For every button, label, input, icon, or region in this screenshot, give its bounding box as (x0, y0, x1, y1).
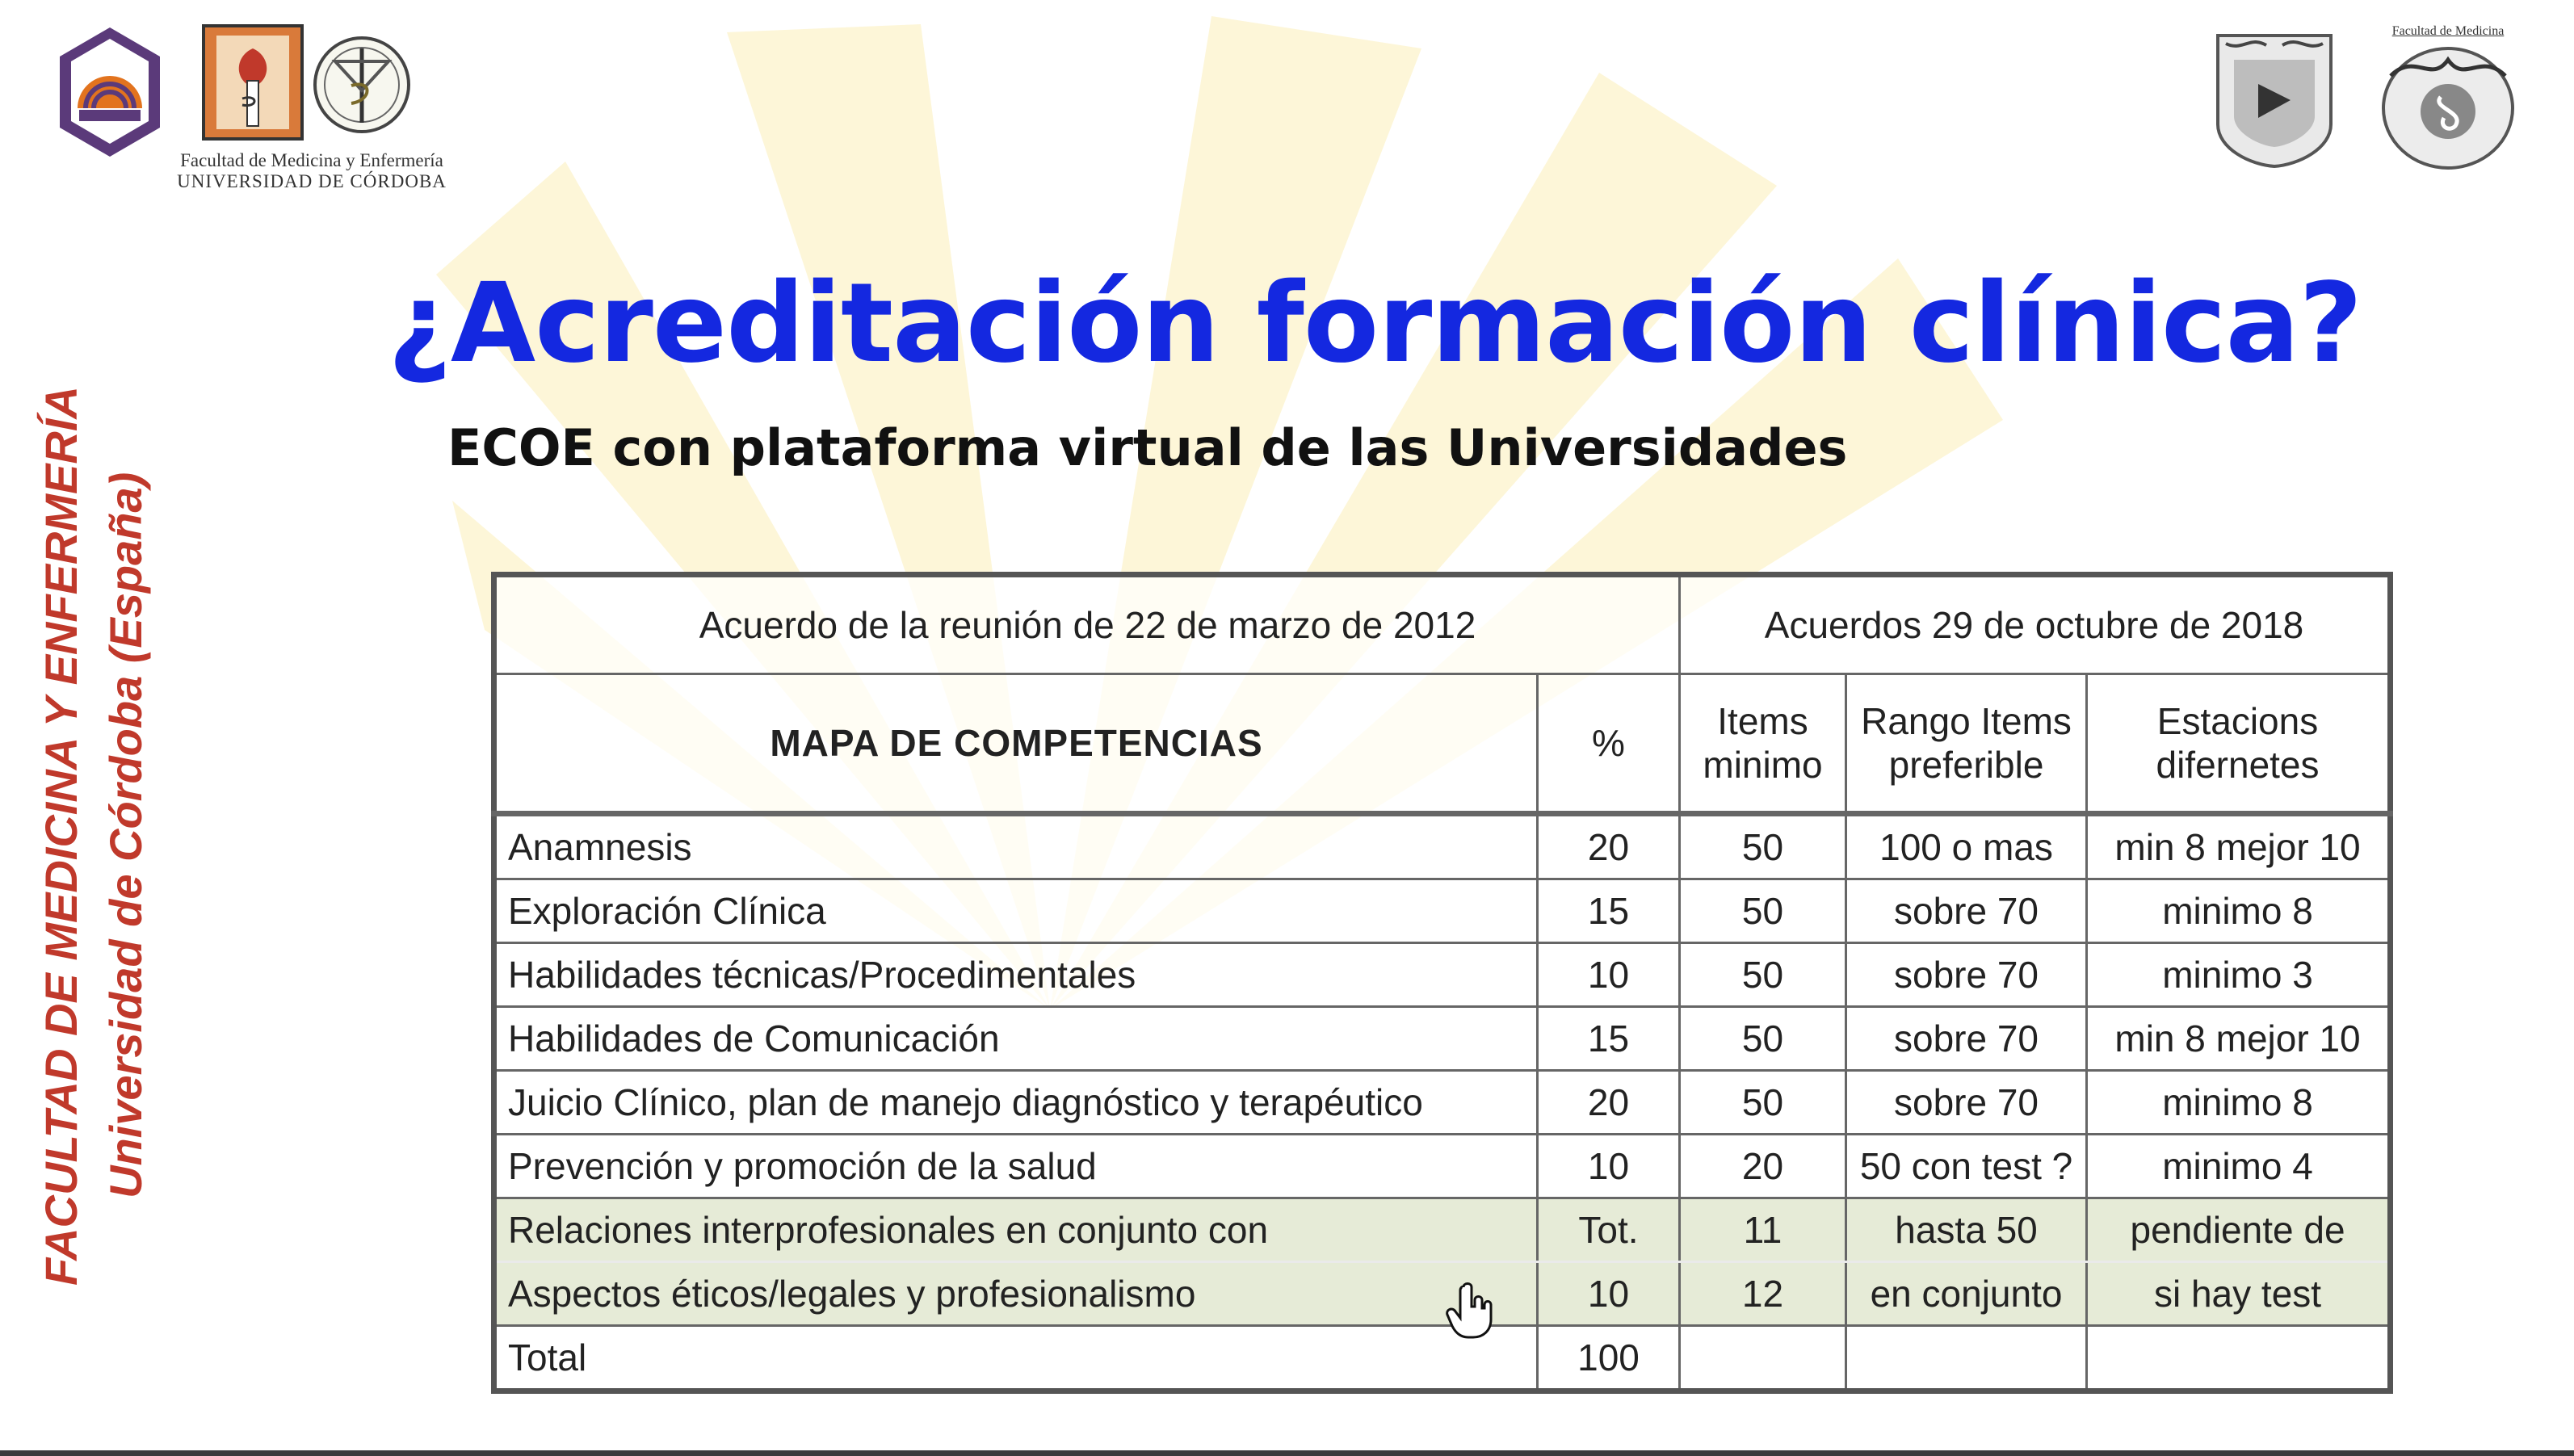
hand-cursor-icon (1446, 1282, 1494, 1339)
items-min-cell: 20 (1680, 1135, 1846, 1198)
unam-crest-icon (2210, 27, 2339, 170)
items-min-header-line2: minimo (1703, 744, 1823, 786)
total-empty-cell (2087, 1326, 2391, 1391)
range-header (1846, 674, 2087, 814)
table-row-shaded (494, 1198, 2391, 1262)
table-row (494, 943, 2391, 1007)
stations-cell: minimo 8 (2087, 879, 2391, 943)
competence-cell: Exploración Clínica (494, 879, 1538, 943)
competence-cell: Juicio Clínico, plan de manejo diagnóstico y terapéutico (494, 1071, 1538, 1135)
range-cell: sobre 70 (1846, 943, 2087, 1007)
competence-table (491, 572, 2393, 1394)
percent-cell: 10 (1538, 1262, 1680, 1326)
items-min-cell: 50 (1680, 879, 1846, 943)
percent-cell: 15 (1538, 1007, 1680, 1071)
percent-cell: 10 (1538, 1135, 1680, 1198)
slide-title: ¿Acreditación formación clínica? (388, 260, 2362, 388)
agreement-2012-header: Acuerdo de la reunión de 22 de marzo de 2012 (494, 575, 1680, 674)
side-caption (29, 386, 158, 1286)
range-cell: sobre 70 (1846, 879, 2087, 943)
column-header-row (494, 674, 2391, 814)
table-row-shaded (494, 1262, 2391, 1326)
stations-cell: minimo 8 (2087, 1071, 2391, 1135)
stations-cell: minimo 4 (2087, 1135, 2391, 1198)
percent-cell: 20 (1538, 1071, 1680, 1135)
items-min-cell: 11 (1680, 1198, 1846, 1262)
side-caption-university: Universidad de Córdoba (España) (100, 472, 151, 1198)
range-header-line1: Rango Items (1861, 700, 2072, 742)
stations-cell: si hay test (2087, 1262, 2391, 1326)
total-empty-cell (1680, 1326, 1846, 1391)
range-cell: 100 o mas (1846, 814, 2087, 879)
slide-subtitle: ECOE con plataforma virtual de las Universidades (447, 418, 1848, 477)
side-caption-faculty: FACULTAD DE MEDICINA Y ENFERMERÍA (36, 386, 86, 1286)
stations-header (2087, 674, 2391, 814)
items-min-cell: 50 (1680, 814, 1846, 879)
competence-cell: Relaciones interprofesionales en conjunto con (494, 1198, 1538, 1262)
competence-cell: Anamnesis (494, 814, 1538, 879)
faculty-caption-line2: UNIVERSIDAD DE CÓRDOBA (177, 171, 447, 191)
university-cordoba-crest-icon (53, 24, 166, 160)
items-min-cell: 50 (1680, 943, 1846, 1007)
table-row (494, 1007, 2391, 1071)
faculty-caption-line1: Facultad de Medicina y Enfermería (180, 150, 443, 170)
stations-header-line2: difernetes (2156, 744, 2320, 786)
stations-cell: pendiente de (2087, 1198, 2391, 1262)
total-percent: 100 (1538, 1326, 1680, 1391)
stations-cell: min 8 mejor 10 (2087, 814, 2391, 879)
items-min-cell: 50 (1680, 1007, 1846, 1071)
table-row (494, 814, 2391, 879)
bottom-bar (0, 1450, 2574, 1456)
range-cell: hasta 50 (1846, 1198, 2087, 1262)
mexico-faculty-caption: Facultad de Medicina (2391, 24, 2505, 38)
percent-cell: Tot. (1538, 1198, 1680, 1262)
competence-cell: Habilidades técnicas/Procedimentales (494, 943, 1538, 1007)
agreement-2018-header: Acuerdos 29 de octubre de 2018 (1680, 575, 2391, 674)
competence-cell: Aspectos éticos/legales y profesionalismo (494, 1262, 1538, 1326)
percent-cell: 20 (1538, 814, 1680, 879)
faculty-medicine-emblem-icon (202, 24, 304, 141)
percent-header: % (1538, 674, 1680, 814)
competence-cell: Prevención y promoción de la salud (494, 1135, 1538, 1198)
facultad-medicina-unam-crest-icon (2375, 27, 2522, 173)
range-cell: sobre 70 (1846, 1071, 2087, 1135)
agreement-header-row (494, 575, 2391, 674)
total-empty-cell (1846, 1326, 2087, 1391)
table-row (494, 879, 2391, 943)
medicine-caduceus-emblem-icon (311, 29, 413, 141)
range-header-line2: preferible (1888, 744, 2044, 786)
total-label: Total (494, 1326, 1538, 1391)
items-min-header-line1: Items (1717, 700, 1808, 742)
competence-cell: Habilidades de Comunicación (494, 1007, 1538, 1071)
items-min-cell: 12 (1680, 1262, 1846, 1326)
total-row (494, 1326, 2391, 1391)
range-cell: 50 con test ? (1846, 1135, 2087, 1198)
table-row (494, 1071, 2391, 1135)
competence-map-header: MAPA DE COMPETENCIAS (494, 674, 1538, 814)
items-min-header (1680, 674, 1846, 814)
stations-cell: min 8 mejor 10 (2087, 1007, 2391, 1071)
range-cell: en conjunto (1846, 1262, 2087, 1326)
table-row (494, 1135, 2391, 1198)
percent-cell: 15 (1538, 879, 1680, 943)
range-cell: sobre 70 (1846, 1007, 2087, 1071)
percent-cell: 10 (1538, 943, 1680, 1007)
stations-header-line1: Estacions (2156, 700, 2319, 742)
items-min-cell: 50 (1680, 1071, 1846, 1135)
stations-cell: minimo 3 (2087, 943, 2391, 1007)
